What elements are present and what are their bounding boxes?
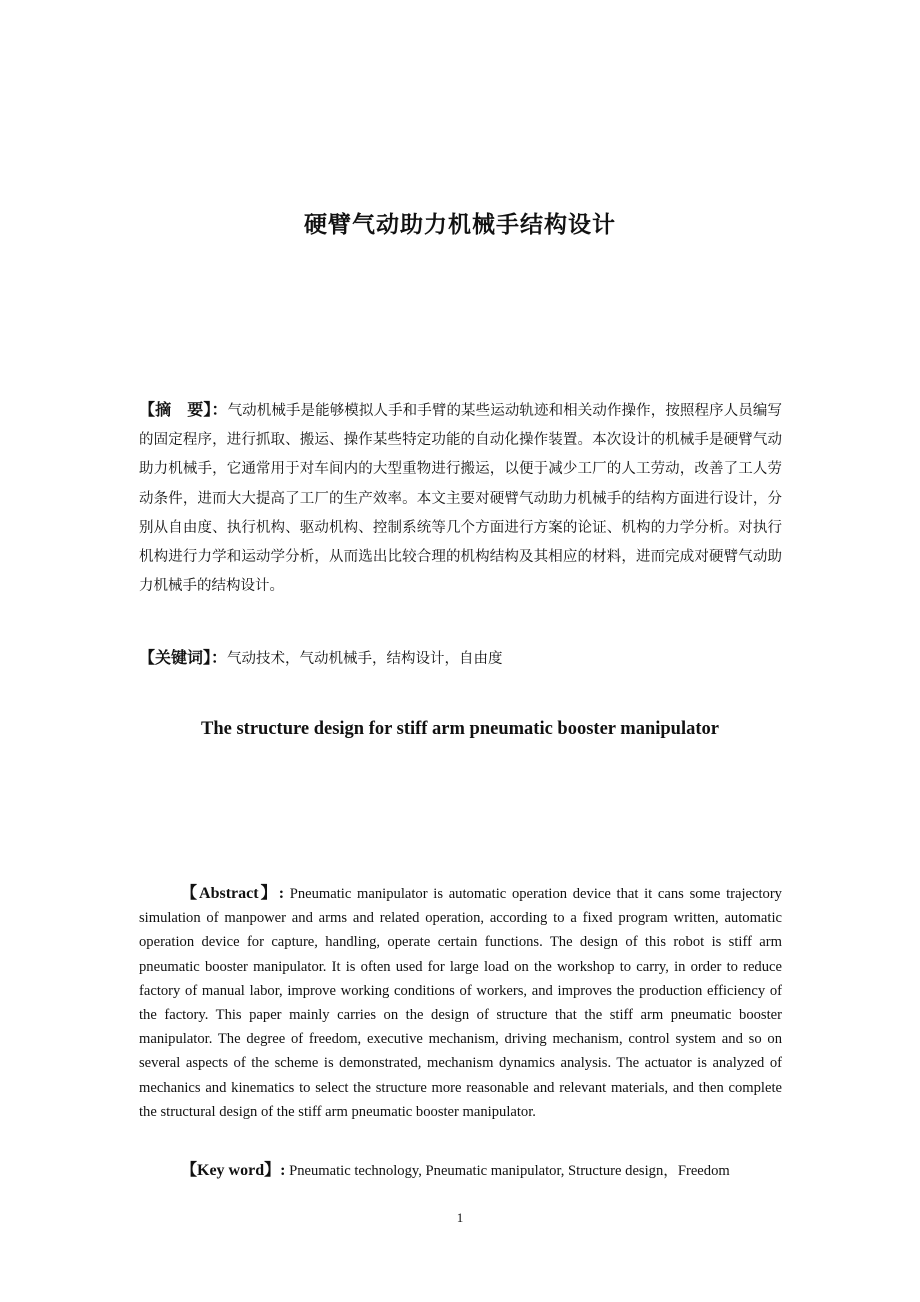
english-abstract-text: Pneumatic manipulator is automatic operation device that it cans some trajectory simulation of manpower and arms and related operation, according to a fixed program written, automatic operation device for capture, handling, operate certain functions. The design of this robot is stiff arm pneumatic booster manipulator. It is often used for large load on the workshop to carry, in order to reduce factory of manual labor, improve working conditions of workers, and improves the production efficiency of the factory. This paper mainly carries on the design of structure that the stiff arm pneumatic booster manipulator. The degree of freedom, executive mechanism, driving mechanism, control system and so on several aspects of the scheme is demonstrated, mechanism dynamics analysis. The actuator is analyzed of mechanics and kinematics to select the structure more reasonable and relevant materials, and then complete the structural design of the stiff arm pneumatic booster manipulator. (139, 886, 782, 1120)
english-abstract (139, 882, 782, 1124)
chinese-abstract (139, 395, 782, 601)
english-keywords-label: 【Key word】 (181, 1162, 281, 1179)
chinese-abstract-label: 【摘 要】 (139, 400, 212, 419)
chinese-keywords (139, 643, 782, 674)
chinese-abstract-colon: ： (211, 400, 228, 419)
chinese-keywords-colon: ： (211, 648, 228, 667)
page-number: 1 (456, 1210, 464, 1225)
english-keywords (139, 1159, 799, 1183)
english-abstract-label: 【Abstract】 (181, 885, 279, 902)
english-keywords-text: Pneumatic technology, Pneumatic manipulator, Structure design，Freedom (289, 1163, 730, 1179)
chinese-title: 硬臂气动助力机械手结构设计 (304, 212, 616, 238)
chinese-abstract-text: 气动机械手是能够模拟人手和手臂的某些运动轨迹和相关动作操作，按照程序人员编写的固定程序，进行抓取、搬运、操作某些特定功能的自动化操作装置。本次设计的机械手是硬臂气动助力机械手，它通常用于对车间内的大型重物进行搬运，以便于减少工厂的人工劳动，改善了工人劳动条件，进而大大提高了工厂的生产效率。本文主要对硬臂气动助力机械手的结构方面进行设计，分别从自由度、执行机构、驱动机构、控制系统等几个方面进行方案的论证、机构的力学分析。对执行机构进行力学和运动学分析，从而选出比较合理的机构结构及其相应的材料，进而完成对硬臂气动助力机械手的结构设计。 (139, 403, 782, 595)
chinese-keywords-text: 气动技术，气动机械手，结构设计，自由度 (227, 651, 503, 667)
english-title: The structure design for stiff arm pneumatic booster manipulator (201, 719, 719, 739)
english-keywords-colon: : (280, 1162, 286, 1179)
chinese-keywords-label: 【关键词】 (139, 648, 212, 667)
english-abstract-colon: : (278, 885, 285, 902)
